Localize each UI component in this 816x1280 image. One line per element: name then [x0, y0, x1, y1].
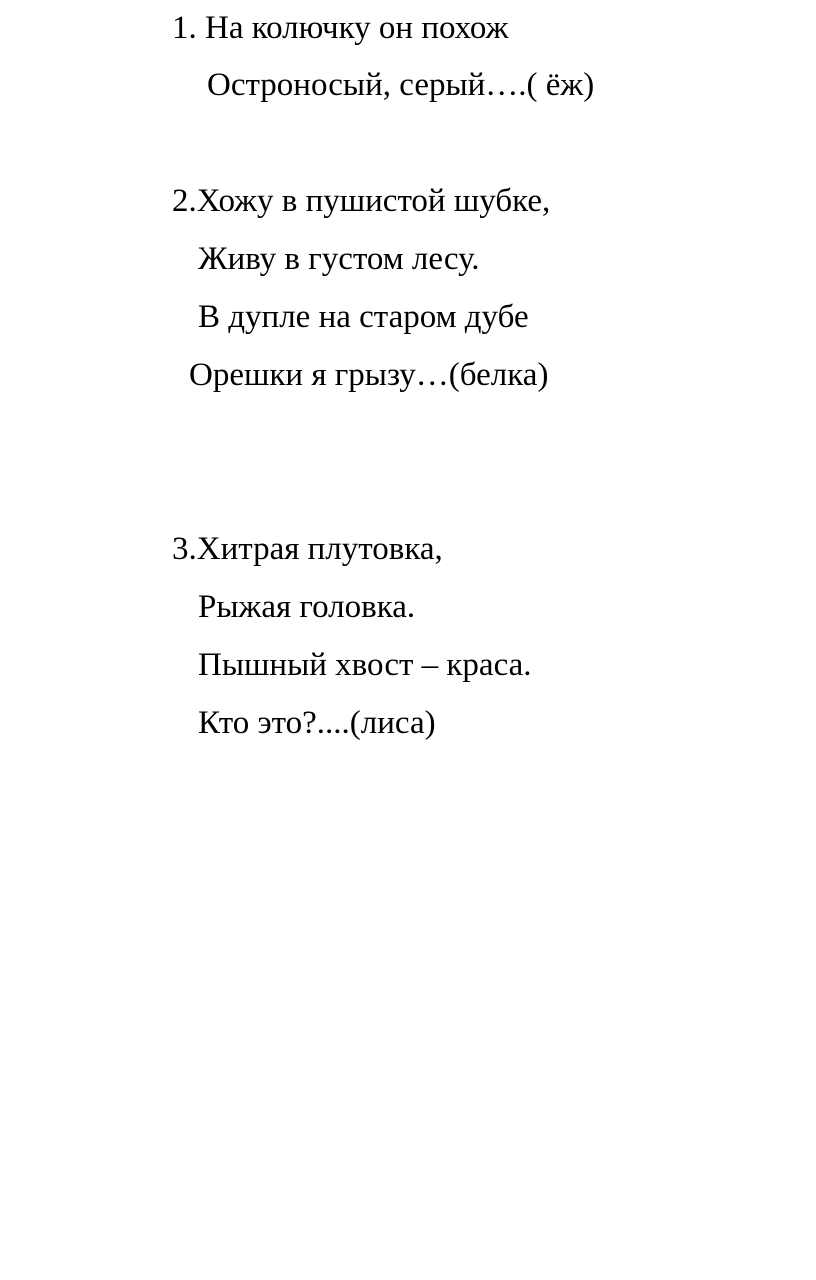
- riddle-1-line-2: Остроносый, серый….( ёж): [207, 67, 595, 103]
- riddle-1-line-1: 1. На колючку он похож: [172, 10, 509, 46]
- riddle-3-line-3: Пышный хвост – краса.: [198, 647, 532, 683]
- riddle-2-line-3: В дупле на старом дубе: [198, 299, 529, 335]
- riddle-2-line-2: Живу в густом лесу.: [198, 241, 480, 277]
- riddle-3-line-2: Рыжая головка.: [198, 589, 416, 625]
- riddle-2-line-1: 2.Хожу в пушистой шубке,: [172, 183, 551, 219]
- riddle-2-line-4: Орешки я грызу…(белка): [189, 357, 549, 393]
- riddle-3-line-4: Кто это?....(лиса): [198, 705, 436, 741]
- riddle-3-line-1: 3.Хитрая плутовка,: [172, 531, 443, 567]
